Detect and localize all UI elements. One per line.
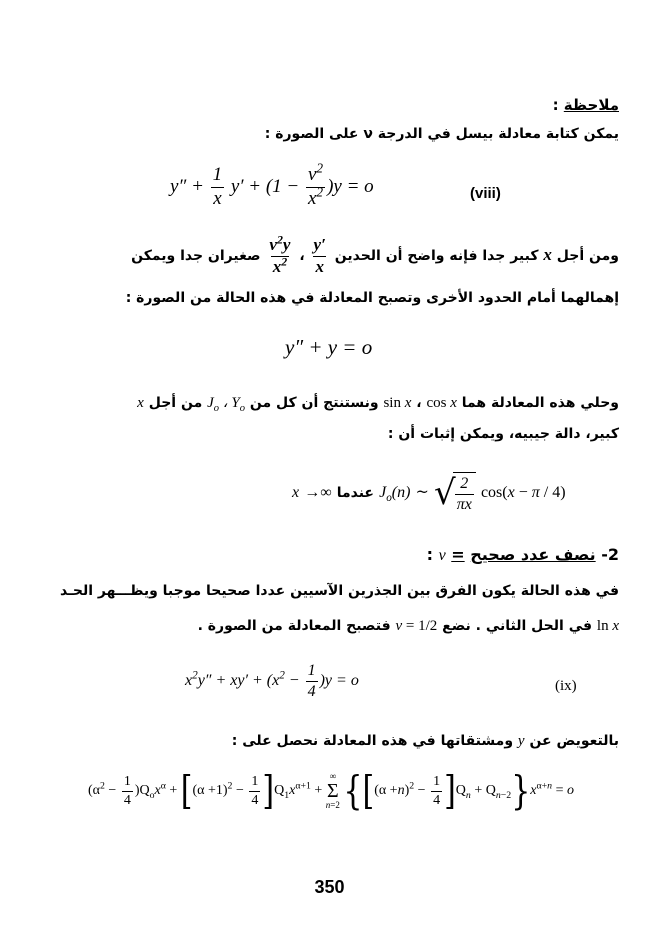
section-number: -2 <box>601 545 619 564</box>
section-title: نصف عدد صحيح <box>470 545 596 564</box>
equation-ix: $x^2y'' + xy' + (x^2$ − $\frac{1}{4}$ )y = o <box>185 662 359 700</box>
large-x-line: ومن أجل x كبير جدا فإنه واضح أن الحدين $\frac{y'}{x}$ ، $\frac{\nu^2y}{x^2}$ صغيران جدا ويمكن <box>131 232 619 276</box>
note-heading <box>553 96 619 114</box>
intro-line: يمكن كتابة معادلة بيسل في الدرجة ν على الصورة : <box>264 126 619 142</box>
note-heading-colon: : <box>552 96 559 114</box>
note-heading-text: ملاحظة <box>563 96 619 114</box>
asymptotic-formula: x →∞ عندما $J_o(n)$ ~ √ $\frac{2}{\pi x}$ cos(x − π / 4) <box>292 472 566 513</box>
equation-simple: y″ + y = o <box>285 335 373 359</box>
page-number: 350 <box>314 877 345 897</box>
equation-viii: y″ + $\frac{1}{x}$ y′ + (1 − $\frac{\nu^2}{x^2}$ )y = o <box>170 160 374 209</box>
derivatives-line: بالتعويض عن y ومشتقاتها في هذه المعادلة نحصل على : <box>231 733 619 749</box>
series-equation: ($\alpha^2$ − $\frac{1}{4}$ )$Q_ox^\alpha + [(\alpha +1)^2$ − $\frac{1}{4}$ ]$Q_1x^{\alpha+1}$ + ∞ Σ n=2 {[$(\alpha +n)^2$ − $\frac{1}{4}$ ]$Q_n + Q_{n-2}\}x^{\alpha+n} = o$ <box>88 768 574 814</box>
difference-line: في هذه الحالة يكون الفرق بين الجذرين الآسيين عددا صحيحا موجبا ويظـــهر الحـد <box>60 583 619 599</box>
substitution-line: ln x في الحل الثاني . نضع ν = 1/2 فتصبح المعادلة من الصورة . <box>197 618 619 634</box>
sinusoidal-line: كبير، دالة جيبيه، ويمكن إثبات أن : <box>387 426 619 442</box>
equation-ix-label: (ix) <box>555 678 577 694</box>
section-heading: -2 نصف عدد صحيح = ν : <box>426 545 619 564</box>
solutions-line: وحلي هذه المعادلة هما sin x ، cos x ونستنتج أن كل من $J_o$ ، $Y_o$ من أجل x <box>137 395 619 414</box>
neglect-line: إهمالهما أمام الحدود الأخرى وتصبح المعادلة في هذه الحالة من الصورة : <box>125 290 619 306</box>
equation-viii-label: (viii) <box>470 185 501 202</box>
